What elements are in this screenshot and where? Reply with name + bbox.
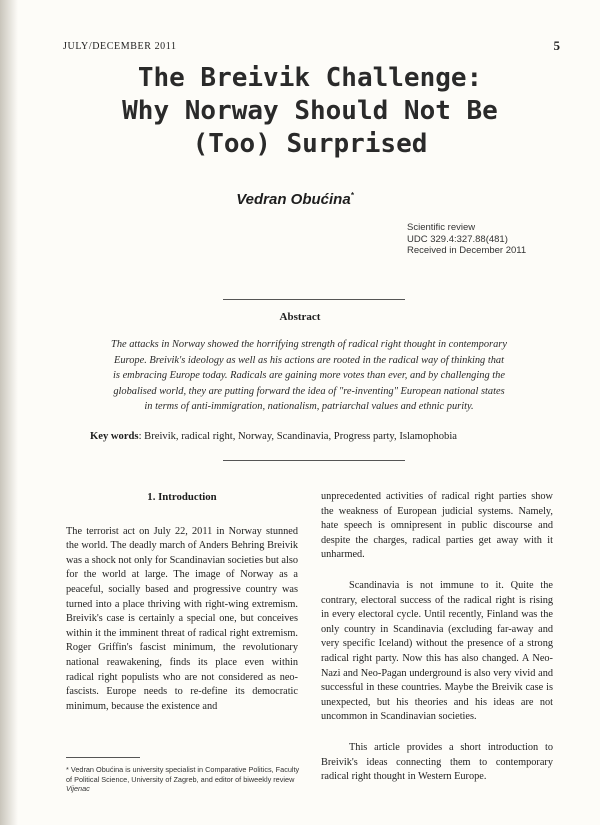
author-line [200,191,390,208]
author-footnote-marker: * [350,191,354,200]
left-column [66,490,298,714]
article-type: Scientific review [407,222,476,233]
section-heading: 1. Introduction [147,491,217,503]
keywords-separator: : [138,431,145,442]
received-date: Received in December 2011 [407,245,527,256]
footnote-divider [66,757,140,758]
article-title [40,62,580,161]
keywords [90,431,560,442]
author-footnote [66,765,302,794]
body-paragraph: This article provides a short introduction to Breivik's ideas connecting them to contemporary radical right thought in Western Europe. [321,741,553,783]
body-paragraph: unprecedented activities of radical right parties show the weakness of European judicial systems. Namely, hate speech is omnipresent in public discourse and despite the charges, radical parties get away with it unharmed. [321,491,553,561]
footnote-journal: Vijenac [66,784,90,794]
running-head: JULY/DECEMBER 2011 [63,41,177,52]
footnote-text: * Vedran Obućina is university specialist in Comparative Politics, Faculty of Political Science, University of Zagreb, and editor of biweekly review [66,765,300,784]
abstract-heading: Abstract [279,311,321,323]
page-number: 5 [553,38,560,53]
body-paragraph: Scandinavia is not immune to it. Quite the contrary, electoral success of the radical right is rising in every electoral cycle. Until recently, Finland was the only country in Scandinavia (excluding far-away and very specific Iceland) without the presence of a strong radical right party. Now this has also changed. A Neo-Nazi and Neo-Pagan underground is also very vivid and successful in these countries. Maybe the Breivik case is unexpected, but his theories and his ideas are not uncommon in Scandinavian societies. [321,579,553,723]
abstract-top-divider [223,299,405,300]
right-column [321,490,553,785]
keywords-label: Key words [90,431,139,442]
keywords-text: Breivik, radical right, Norway, Scandinavia, Progress party, Islamophobia [144,431,457,442]
abstract-bottom-divider [223,460,405,461]
author-name: Vedran Obućina [236,191,351,208]
title-line-3: (Too) Surprised [192,129,428,159]
udc-code: UDC 329.4:327.88(481) [407,233,508,245]
title-line-2: Why Norway Should Not Be [122,96,498,126]
abstract-body: The attacks in Norway showed the horrifying strength of radical right thought in contemporary Europe. Breivik's ideology as well as his actions are rooted in the radical way of thinking that is embracing Europe today. Radicals are gaining more votes than ever, and by challenging the globalised world, they are putting forward the idea of "re-inventing" European national states in terms of anti-immigration, nationalism, patriarchal values and ethnic purity. [111,339,507,412]
body-paragraph: The terrorist act on July 22, 2011 in Norway stunned the world. The deadly march of Anders Behring Breivik was a shock not only for Scandinavian societies but also for the world at large. The image of Norway as a peaceful, socially based and progressive country was turned into a place thriving with right-wing extremism. Breivik's case is certainly a special one, but conceives within it the imminent threat of radical right extremism. Roger Griffin's fascist minimum, the revolutionary national reawakening, finds its place even within radical right populists who are not considered as neo-fascists. Europe needs to re-define its democratic minimum, because the existence and [66,525,298,712]
article-meta [407,222,526,257]
title-line-1: The Breivik Challenge: [137,63,483,93]
